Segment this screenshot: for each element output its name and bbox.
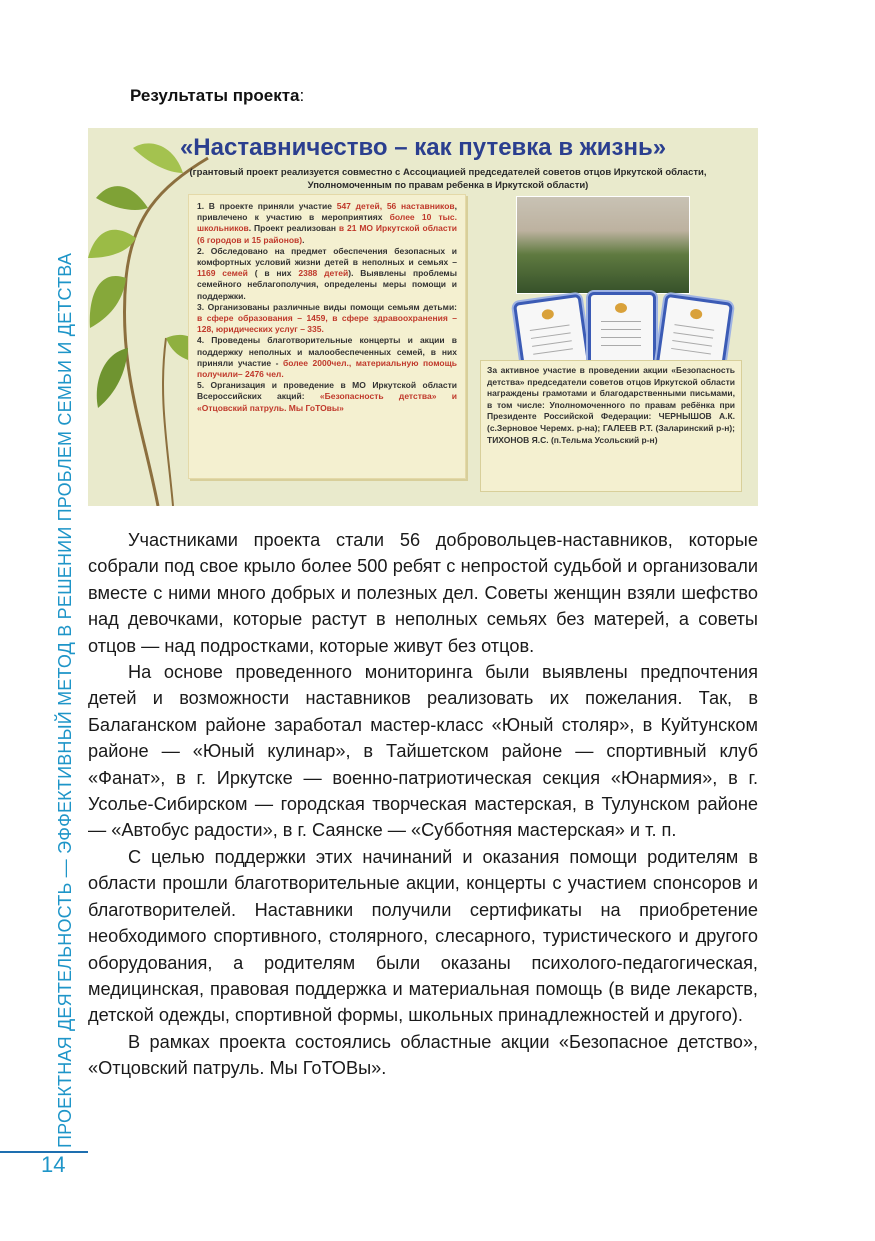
body-paragraph: С целью поддержки этих начинаний и оказания помощи родителям в области прошли благотворительные акции, концерты с участием спонсоров и благотворителей. Наставники получили сертификаты на приобретение необходимого спортивного, столярного, слесарного, туристического и другого оборудования, а родителям были оказаны психолого-педагогическая, медицинская, правовая поддержка и материальная помощь (в виде лекарств, детской одежды, спортивной формы, школьных принадлежностей и другого). (88, 846, 758, 1026)
project-slide-image (88, 128, 758, 506)
slide-awards-box: За активное участие в проведении акции «Безопасность детства» председатели советов отцов Иркутской области награждены грамотами и благодарственными письмами, в том числе: Уполномоченного по правам ребёнка при Президенте Российской Федерации: ЧЕРНЫШОВ А.К. (с.Зерновое Черемх. р-на); ГАЛЕЕВ Р.Т. (Заларинский р-н); ТИХОНОВ Я.С. (п.Тельма Усольский р-н) (480, 360, 742, 492)
certificate-image (588, 292, 656, 370)
result-item: 5. Организация и проведение в МО Иркутской области Всероссийских акций: «Безопасность детства» и «Отцовский патруль. Мы ГоТОвы» (197, 380, 458, 413)
body-text (88, 527, 758, 1082)
slide-subtitle: (грантовый проект реализуется совместно с Ассоциацией председателей советов отцов Иркутской области, Уполномоченным по правам ребенка в Иркутской области) (189, 167, 707, 191)
slide-title: «Наставничество – как путевка в жизнь» (179, 134, 667, 161)
body-paragraph: Участниками проекта стали 56 добровольцев-наставников, которые собрали под свое крыло более 500 ребят с непростой судьбой и организовали вместе с ними много добрых и полезных дел. Советы женщин взяли шефство над девочками, которые растут в неполных семьях без матерей, а советы отцов — над подростками, которые живут без отцов. (88, 530, 758, 656)
slide-results-box (188, 194, 466, 479)
page-number: 14 (41, 1152, 66, 1177)
section-heading-text: Результаты проекта (130, 86, 300, 105)
section-heading-colon: : (299, 86, 305, 105)
body-paragraph: На основе проведенного мониторинга были выявлены предпочтения детей и возможности наставников реализовать их пожелания. Так, в Балаганском районе заработал мастер-класс «Юный столяр», в Куйтунском районе — «Юный кулинар», в Тайшетском районе — спортивный клуб «Фанат», в г. Иркутске — военно-патриотическая секция «Юнармия», в г. Усолье-Сибирском — городская творческая мастерская, в Тулунском районе — «Автобус радости», в г. Саянске — «Субботняя мастерская» и т. п. (88, 662, 758, 841)
section-heading (130, 86, 304, 106)
body-paragraph: В рамках проекта состоялись областные акции «Безопасное детство», «Отцовский патруль. Мы ГоТОВы». (88, 1031, 758, 1079)
result-item: 1. В проекте приняли участие 547 детей, 56 наставников, привлечено к участию в мероприятиях более 10 тыс. школьников. Проект реализован в 21 МО Иркутской области (6 городов и 15 районов). (197, 201, 457, 245)
running-title: ПРОЕКТНАЯ ДЕЯТЕЛЬНОСТЬ — ЭФФЕКТИВНЫЙ МЕТОД В РЕШЕНИИ ПРОБЛЕМ СЕМЬИ И ДЕТСТВА (55, 252, 75, 1148)
result-item: 3. Организованы различные виды помощи семьям детьми: в сфере образования – 1459, в сфере здравоохранения – 128, юридических услуг – 335. (197, 301, 457, 335)
group-photo (516, 196, 690, 294)
result-item: 4. Проведены благотворительные концерты и акции в поддержку неполных и малообеспеченных семей, в них приняли участие - более 2000чел., материальную помощь получили– 2476 чел. (197, 335, 457, 380)
result-item: 2. Обследовано на предмет обеспечения безопасных и комфортных условий жизни детей в неполных и семьях – 1169 семей ( в них 2388 детей). Выявлены проблемы семейного неблагополучия, определены меры помощи и поддержки. (197, 245, 457, 301)
